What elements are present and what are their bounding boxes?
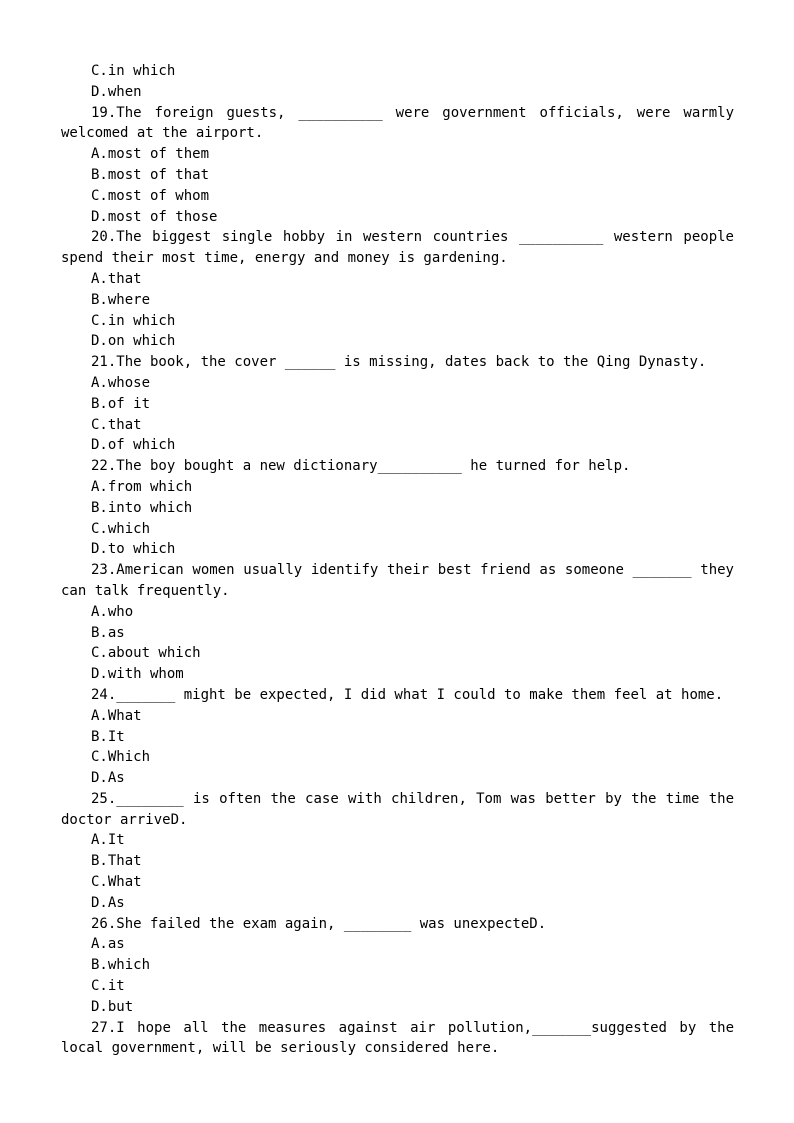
option-d-q23: D.with whom: [91, 666, 184, 683]
option-d-q25: D.As: [91, 894, 125, 911]
option-a-q24: A.What: [91, 707, 142, 724]
question-26: 26.She failed the exam again, ________ was unexpecteD.: [91, 915, 547, 932]
option-d-q19: D.most of those: [91, 208, 218, 225]
option-b-q20: B.where: [91, 291, 151, 308]
option-a-q19: A.most of them: [91, 146, 210, 163]
question-22: 22.The boy bought a new dictionary__________ he turned for help.: [91, 458, 631, 475]
option-d-q26: D.but: [91, 998, 134, 1015]
option-c-q19: C.most of whom: [91, 187, 210, 204]
option-c-q20: C.in which: [91, 312, 176, 329]
question-25: 25.________ is often the case with children, Tom was better by the time the doctor arriveD.: [61, 790, 734, 828]
question-21: 21.The book, the cover ______ is missing, dates back to the Qing Dynasty.: [91, 354, 707, 371]
option-a-q21: A.whose: [91, 374, 151, 391]
option-b-q23: B.as: [91, 624, 125, 641]
option-a-q22: A.from which: [91, 478, 193, 495]
option-b-q26: B.which: [91, 957, 151, 974]
option-c-q25: C.What: [91, 874, 142, 891]
option-a-q20: A.that: [91, 270, 142, 287]
question-24: 24._______ might be expected, I did what I could to make them feel at home.: [91, 686, 724, 703]
option-c-q23: C.about which: [91, 645, 201, 662]
option-c-q22: C.which: [91, 520, 151, 537]
option-d-q20: D.on which: [91, 333, 176, 350]
question-23: 23.American women usually identify their best friend as someone _______ they can talk frequently.: [61, 562, 734, 599]
question-list: [61, 61, 734, 1059]
option-b-q24: B.It: [91, 728, 125, 745]
option-d-q24: D.As: [91, 770, 125, 787]
option-d-q21: D.of which: [91, 437, 176, 454]
option-a-q23: A.who: [91, 603, 134, 620]
option-d-q18: D.when: [91, 83, 142, 100]
option-b-q21: B.of it: [91, 395, 151, 412]
option-b-q19: B.most of that: [91, 166, 210, 183]
option-b-q22: B.into which: [91, 499, 193, 516]
option-c-q18: C.in which: [91, 63, 176, 79]
option-c-q21: C.that: [91, 416, 142, 433]
question-19: 19.The foreign guests, __________ were government officials, were warmly welcomed at the airport.: [61, 104, 734, 142]
option-c-q24: C.Which: [91, 749, 151, 766]
question-20: 20.The biggest single hobby in western countries __________ western people spend their most time, energy and money is gardening.: [61, 229, 734, 267]
option-a-q25: A.It: [91, 832, 125, 849]
option-c-q26: C.it: [91, 978, 125, 995]
option-b-q25: B.That: [91, 853, 142, 870]
option-d-q22: D.to which: [91, 541, 176, 558]
question-27: 27.I hope all the measures against air pollution,_______suggested by the local government, will be seriously considered here.: [61, 1019, 734, 1057]
option-a-q26: A.as: [91, 936, 125, 953]
